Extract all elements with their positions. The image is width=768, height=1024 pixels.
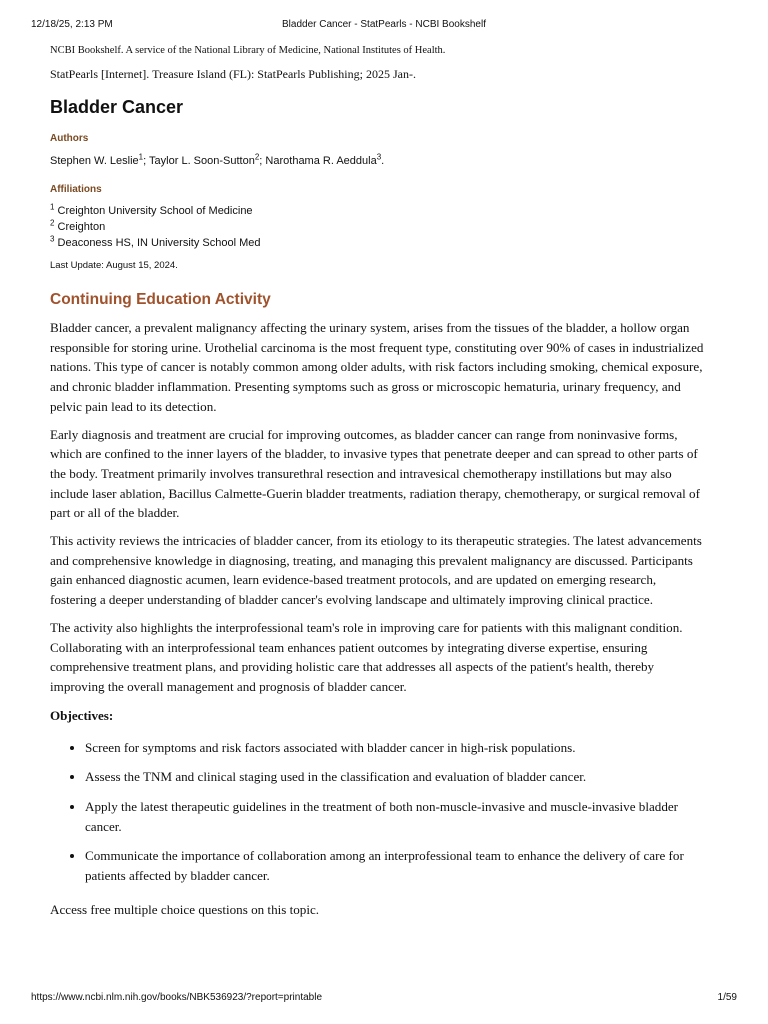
objectives-list xyxy=(50,738,705,886)
author-affiliation-ref: 2 xyxy=(254,152,260,162)
objective-item: • Assess the TNM and clinical staging used in the classification and evaluation of bladder cancer. xyxy=(85,767,705,787)
affiliation-number: 1 xyxy=(50,202,55,212)
author-affiliation-ref: 3 xyxy=(376,152,382,162)
author-name[interactable]: Taylor L. Soon-Sutton xyxy=(149,155,255,167)
objective-item: • Apply the latest therapeutic guidelines in the treatment of both non-muscle-invasive and muscle-invasive bladder cancer. xyxy=(85,797,705,836)
author-separator: ; xyxy=(143,155,150,167)
authors-label: Authors xyxy=(50,133,89,144)
author-affiliation-ref: 1 xyxy=(138,152,144,162)
affiliation-text: Creighton xyxy=(57,221,106,233)
objective-item: • Communicate the importance of collaboration among an interprofessional team to enhance the delivery of care for patients affected by bladder cancer. xyxy=(85,846,705,885)
affiliation-text: Creighton University School of Medicine xyxy=(57,205,253,217)
affiliation-text: Deaconess HS, IN University School Med xyxy=(57,237,261,249)
section-heading: Continuing Education Activity xyxy=(50,291,271,308)
affiliations-list xyxy=(50,203,705,251)
affiliation-number: 3 xyxy=(50,234,55,244)
author-name[interactable]: Narothama R. Aeddula xyxy=(265,155,377,167)
print-page-title: Bladder Cancer - StatPearls - NCBI Bookshelf xyxy=(282,19,486,30)
last-update: Last Update: August 15, 2024. xyxy=(50,260,178,271)
affiliation-item xyxy=(50,235,705,251)
print-header xyxy=(31,19,737,33)
page-title: Bladder Cancer xyxy=(50,97,184,117)
print-datetime: 12/18/25, 2:13 PM xyxy=(31,19,113,30)
body-paragraph: Early diagnosis and treatment are crucial for improving outcomes, as bladder cancer can range from noninvasive forms, which are confined to the inner layers of the bladder, to invasive types that penetrate deeper and can spread to other parts of the body. Treatment primarily involves transurethral resection and intravesical chemotherapy instillations but may also include laser ablation, Bacillus Calmette-Guerin bladder treatments, radiation therapy, chemotherapy, or surgical removal of part or all of the bladder. xyxy=(50,426,700,521)
citation: StatPearls [Internet]. Treasure Island (FL): StatPearls Publishing; 2025 Jan-. xyxy=(50,67,416,81)
affiliations-label: Affiliations xyxy=(50,184,102,195)
print-footer xyxy=(31,992,737,1006)
page-number: 1/59 xyxy=(717,992,737,1003)
objectives-label: Objectives: xyxy=(50,707,114,723)
affiliation-item xyxy=(50,203,705,219)
body-paragraph: The activity also highlights the interprofessional team's role in improving care for patients with this malignant condition. Collaborating with an interprofessional team enhances patient outcomes by integrating diverse expertise, ensuring comprehensive treatment plans, and providing holistic care that addresses all aspects of the patient's health, thereby improving the overall management and prognosis of bladder cancer. xyxy=(50,619,683,694)
author-separator: . xyxy=(381,155,385,167)
affiliation-item xyxy=(50,219,705,235)
author-name[interactable]: Stephen W. Leslie xyxy=(50,155,139,167)
objective-item: • Screen for symptoms and risk factors associated with bladder cancer in high-risk populations. xyxy=(85,738,705,758)
body-paragraph: Bladder cancer, a prevalent malignancy affecting the urinary system, arises from the tissues of the bladder, a hollow organ responsible for storing urine. Urothelial carcinoma is the most frequent type, constituting over 90% of cases in industrialized nations. This type of cancer is notably common among older adults, with risk factors including smoking, chemical exposure, and chronic bladder inflammation. Presenting symptoms such as gross or microscopic hematuria, urinary frequency, and pelvic pain lead to its detection. xyxy=(50,320,704,414)
body-paragraph: This activity reviews the intricacies of bladder cancer, from its etiology to its therapeutic strategies. The latest advancements and comprehensive knowledge in diagnosing, treating, and managing this prevalent malignancy are discussed. Participants gain enhanced diagnostic acumen, learn evidence-based treatment protocols, and are updated on emerging research, fostering a deeper understanding of bladder cancer's evolving landscape and ultimately improving clinical practice. xyxy=(50,533,702,608)
print-url: https://www.ncbi.nlm.nih.gov/books/NBK536923/?report=printable xyxy=(31,992,323,1003)
author-separator: ; xyxy=(259,155,266,167)
document-content xyxy=(50,44,705,920)
access-questions-link[interactable]: Access free multiple choice questions on this topic. xyxy=(50,901,320,917)
authors-line xyxy=(50,153,705,169)
affiliation-number: 2 xyxy=(50,218,55,228)
bookshelf-notice: NCBI Bookshelf. A service of the National Library of Medicine, National Institutes of Health. xyxy=(50,45,446,56)
